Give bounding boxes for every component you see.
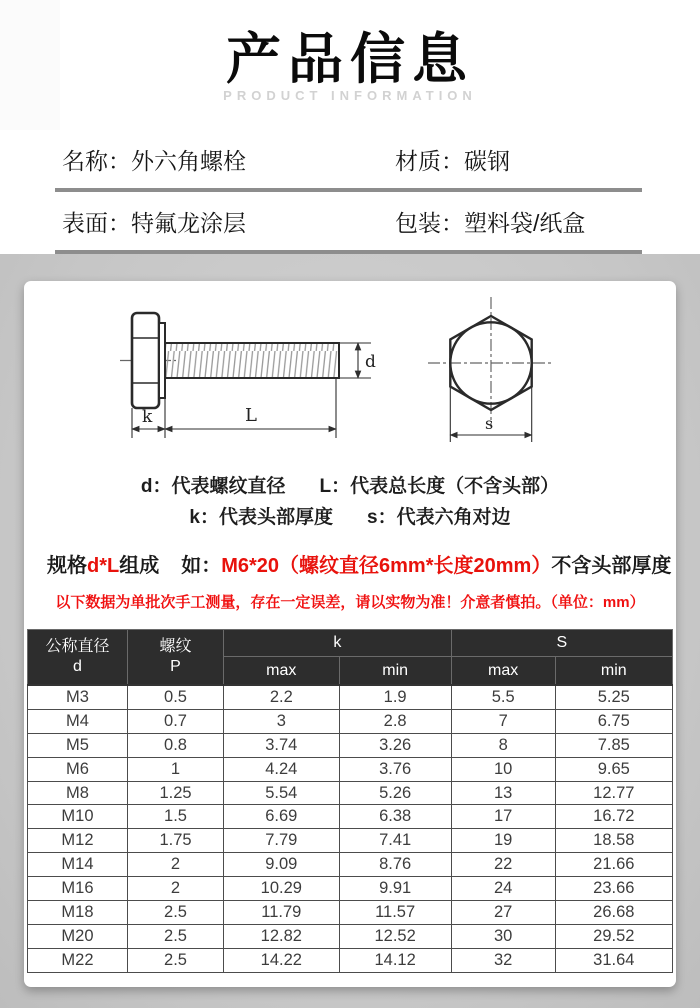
table-cell: 6.69 [224, 805, 339, 829]
legend-line-2 [24, 502, 676, 533]
table-cell: 18.58 [555, 829, 672, 853]
header-k-min: min [339, 657, 451, 686]
table-cell: M16 [28, 877, 128, 901]
table-cell: 2.5 [127, 901, 223, 925]
attribute-row-1 [0, 130, 700, 188]
table-cell: 30 [451, 924, 555, 948]
spec-format-line [24, 549, 676, 578]
table-cell: 1 [127, 757, 223, 781]
dim-label-d: d [365, 352, 376, 372]
bolt-dimension-diagram [24, 281, 676, 456]
table-cell: 27 [451, 901, 555, 925]
table-cell: 1.75 [127, 829, 223, 853]
table-cell: M22 [28, 948, 128, 972]
table-cell: 12.52 [339, 924, 451, 948]
field-name-label: 名称： [62, 147, 131, 174]
table-cell: M18 [28, 901, 128, 925]
measurement-disclaimer: 以下数据为单批次手工测量，存在一定误差，请以实物为准！介意者慎拍。（单位：mm） [55, 594, 645, 611]
attribute-row-2 [0, 192, 700, 250]
header-k-max: max [224, 657, 339, 686]
table-cell: M6 [28, 757, 128, 781]
field-name [62, 143, 395, 176]
header-diameter [28, 630, 128, 686]
header-s-max: max [451, 657, 555, 686]
table-cell: 12.77 [555, 781, 672, 805]
spec-seg-1: 规格 [47, 555, 87, 577]
table-cell: M14 [28, 853, 128, 877]
table-row [28, 901, 673, 925]
table-cell: 7.41 [339, 829, 451, 853]
header-diameter-label: 公称直径 [45, 638, 110, 655]
table-cell: 22 [451, 853, 555, 877]
table-cell: 3.74 [224, 733, 339, 757]
table-cell: 23.66 [555, 877, 672, 901]
table-cell: 13 [451, 781, 555, 805]
header-s-min: min [555, 657, 672, 686]
table-cell: 6.38 [339, 805, 451, 829]
table-cell: 2.2 [224, 685, 339, 709]
table-row [28, 757, 673, 781]
table-cell: M8 [28, 781, 128, 805]
table-cell: 0.8 [127, 733, 223, 757]
header-thread-sub: P [170, 658, 181, 675]
table-cell: 2 [127, 877, 223, 901]
table-row [28, 805, 673, 829]
spec-card [24, 281, 676, 987]
table-cell: 31.64 [555, 948, 672, 972]
table-cell: 14.12 [339, 948, 451, 972]
table-row [28, 733, 673, 757]
page-title: 产品信息 [225, 28, 474, 90]
spec-seg-4: 如： [181, 555, 222, 577]
table-cell: 4.24 [224, 757, 339, 781]
table-cell: M20 [28, 924, 128, 948]
table-cell: M3 [28, 685, 128, 709]
table-cell: M12 [28, 829, 128, 853]
dimension-table [27, 629, 673, 973]
table-cell: 21.66 [555, 853, 672, 877]
field-surface [62, 205, 395, 238]
table-cell: 2.5 [127, 948, 223, 972]
header-thread-label: 螺纹 [159, 638, 192, 655]
table-cell: 5.5 [451, 685, 555, 709]
table-row [28, 853, 673, 877]
table-cell: 0.7 [127, 709, 223, 733]
table-cell: 5.54 [224, 781, 339, 805]
table-row [28, 924, 673, 948]
photo-section [0, 254, 700, 1008]
dimension-legend [24, 456, 676, 533]
field-packaging-value: 塑料袋/纸盒 [464, 209, 586, 236]
table-cell: M4 [28, 709, 128, 733]
table-cell: 5.26 [339, 781, 451, 805]
field-material-label: 材质： [395, 147, 464, 174]
table-cell: 3 [224, 709, 339, 733]
legend-s: s：代表六角对边 [367, 507, 511, 528]
table-cell: 9.91 [339, 877, 451, 901]
table-row [28, 781, 673, 805]
page-subtitle: PRODUCT INFORMATION [223, 88, 477, 103]
legend-line-1 [24, 471, 676, 502]
table-cell: 17 [451, 805, 555, 829]
table-cell: 7.79 [224, 829, 339, 853]
table-cell: 19 [451, 829, 555, 853]
table-cell: 3.26 [339, 733, 451, 757]
title-block [0, 0, 700, 130]
field-packaging [395, 205, 585, 238]
dimension-table-body [28, 685, 673, 972]
legend-l: L：代表总长度（不含头部） [319, 476, 560, 497]
table-cell: 1.9 [339, 685, 451, 709]
header-s-group: S [451, 630, 672, 657]
field-surface-label: 表面： [62, 209, 131, 236]
spec-seg-2: d*L [87, 555, 120, 577]
product-attributes [0, 130, 700, 254]
table-cell: 26.68 [555, 901, 672, 925]
table-cell: 29.52 [555, 924, 672, 948]
spec-seg-5: M6*20（螺纹直径6mm*长度20mm） [221, 555, 552, 577]
field-material [395, 143, 510, 176]
table-cell: 3.76 [339, 757, 451, 781]
dimension-table-header [28, 630, 673, 686]
spec-seg-3: 组成 [119, 555, 160, 577]
legend-d: d：代表螺纹直径 [140, 476, 286, 497]
table-cell: 14.22 [224, 948, 339, 972]
table-cell: M5 [28, 733, 128, 757]
legend-k: k：代表头部厚度 [189, 507, 333, 528]
field-name-value: 外六角螺栓 [131, 147, 246, 174]
header-diameter-sub: d [73, 658, 82, 675]
field-packaging-label: 包装： [395, 209, 464, 236]
table-cell: 1.5 [127, 805, 223, 829]
table-cell: 16.72 [555, 805, 672, 829]
table-cell: 2 [127, 853, 223, 877]
table-cell: 32 [451, 948, 555, 972]
table-cell: 11.79 [224, 901, 339, 925]
table-cell: 24 [451, 877, 555, 901]
bolt-hex-view [428, 297, 554, 427]
table-cell: M10 [28, 805, 128, 829]
header-k-group: k [224, 630, 452, 657]
dim-label-s: s [485, 414, 494, 433]
table-cell: 12.82 [224, 924, 339, 948]
header-thread [127, 630, 223, 686]
field-material-value: 碳钢 [464, 147, 510, 174]
dim-label-k: k [142, 407, 153, 427]
table-cell: 10 [451, 757, 555, 781]
table-cell: 11.57 [339, 901, 451, 925]
table-row [28, 829, 673, 853]
bolt-side-view [120, 313, 339, 408]
table-cell: 8 [451, 733, 555, 757]
table-cell: 8.76 [339, 853, 451, 877]
table-cell: 7.85 [555, 733, 672, 757]
table-cell: 9.09 [224, 853, 339, 877]
table-cell: 2.8 [339, 709, 451, 733]
table-cell: 1.25 [127, 781, 223, 805]
table-row [28, 685, 673, 709]
table-cell: 7 [451, 709, 555, 733]
table-row [28, 948, 673, 972]
table-cell: 6.75 [555, 709, 672, 733]
table-cell: 2.5 [127, 924, 223, 948]
table-cell: 10.29 [224, 877, 339, 901]
table-cell: 0.5 [127, 685, 223, 709]
dimension-d [339, 343, 376, 378]
dim-label-l: L [245, 405, 257, 426]
table-row [28, 709, 673, 733]
spec-seg-6: 不含头部厚度 [551, 555, 672, 577]
field-surface-value: 特氟龙涂层 [131, 209, 246, 236]
table-cell: 9.65 [555, 757, 672, 781]
table-row [28, 877, 673, 901]
table-cell: 5.25 [555, 685, 672, 709]
